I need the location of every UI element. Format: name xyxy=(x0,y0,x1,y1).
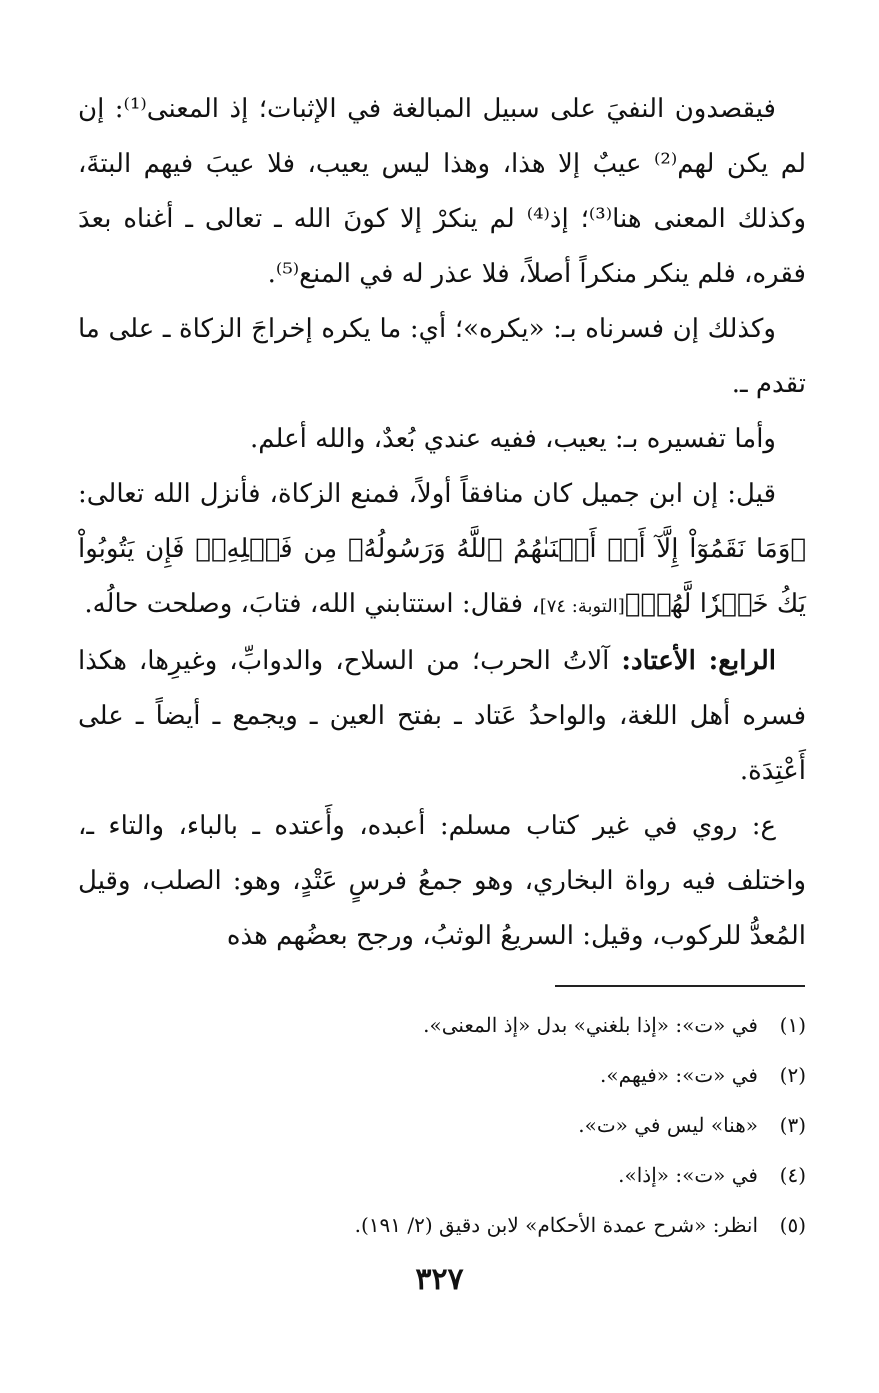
footnotes xyxy=(78,1000,806,1250)
footnote-5 xyxy=(78,1200,806,1250)
footnote-3 xyxy=(78,1100,806,1150)
footnote-text: في «ت»: «إذا». xyxy=(618,1163,758,1187)
footnote-number: (١) xyxy=(779,1013,806,1037)
paragraph-3: وأما تفسيره بـ: يعيب، ففيه عندي بُعدٌ، والله أعلم. xyxy=(249,424,776,454)
paragraph-1: فيقصدون النفيَ على سبيل المبالغة في الإثبات؛ إذ المعنى⁽¹⁾: إن لم يكن لهم⁽²⁾ عيبٌ إلا هذا، وهذا ليس يعيب، فلا عيبَ فيهم البتةَ، وكذلك المعنى هنا⁽³⁾؛ إذ⁽⁴⁾ لم ينكرْ إلا كونَ الله ـ تعالى ـ أغناه بعدَ فقره، فلم ينكر منكراً أصلاً، فلا عذر له في المنع⁽⁵⁾. xyxy=(78,94,807,289)
footnote-number: (٣) xyxy=(779,1113,806,1137)
footnote-text: «هنا» ليس في «ت». xyxy=(578,1113,758,1137)
quran-reference: [التوبة: ٧٤] xyxy=(539,596,625,617)
footnote-text: انظر: «شرح عمدة الأحكام» لابن دقيق (٢/ ١٩١). xyxy=(354,1213,758,1237)
paragraph-4-intro: قيل: إن ابن جميل كان منافقاً أولاً، فمنع الزكاة، فأنزل الله تعالى: xyxy=(78,479,776,509)
paragraph-5 xyxy=(78,634,806,799)
footnote-2 xyxy=(78,1050,806,1100)
paragraph-5-text: آلاتُ الحرب؛ من السلاح، والدوابِّ، وغيرِها، هكذا فسره أهل اللغة، والواحدُ عَتاد ـ بفتح العين ـ ويجمع ـ أيضاً ـ على أَعْتِدَة. xyxy=(78,646,806,786)
footnote-text: في «ت»: «إذا بلغني» بدل «إذ المعنى». xyxy=(423,1013,758,1037)
footnote-1 xyxy=(78,1000,806,1050)
paragraph-6: ع: روي في غير كتاب مسلم: أعبده، وأَعتده ـ بالباء، والتاء ـ، واختلف فيه رواة البخاري، وهو جمعُ فرسٍ عَتْدٍ، وهو: الصلب، وقيل المُعدُّ للركوب، وقيل: السريعُ الوثبُ، ورجح بعضُهم هذه xyxy=(78,811,806,951)
paragraph-4 xyxy=(78,467,806,634)
footnote-text: في «ت»: «فيهم». xyxy=(600,1063,758,1087)
paragraph-2: وكذلك إن فسرناه بـ: «يكره»؛ أي: ما يكره إخراجَ الزكاة ـ على ما تقدم ـ. xyxy=(78,314,806,399)
section-term: الرابع: الأعتاد: xyxy=(621,646,776,676)
footnote-number: (٤) xyxy=(779,1163,806,1187)
footnote-number: (٢) xyxy=(779,1063,806,1087)
paragraph-4-conclusion: ، فقال: استتابني الله، فتابَ، وصلحت حالُه. xyxy=(84,589,540,619)
footnote-4 xyxy=(78,1150,806,1200)
page-number: ٣٢٧ xyxy=(415,1262,464,1297)
main-text xyxy=(78,82,806,964)
footnote-number: (٥) xyxy=(779,1213,806,1237)
footnote-separator xyxy=(555,985,805,987)
quran-verse: ﴿وَمَا نَقَمُوٓاْ إِلَّآ أَنۡ أَغۡنَىٰهُمُ ٱللَّهُ وَرَسُولُهُۥ مِن فَضۡلِهِۦۚ فَإِن يَتُوبُواْ يَكُ خَيۡرٗا لَّهُمۡ﴾ xyxy=(78,534,806,619)
